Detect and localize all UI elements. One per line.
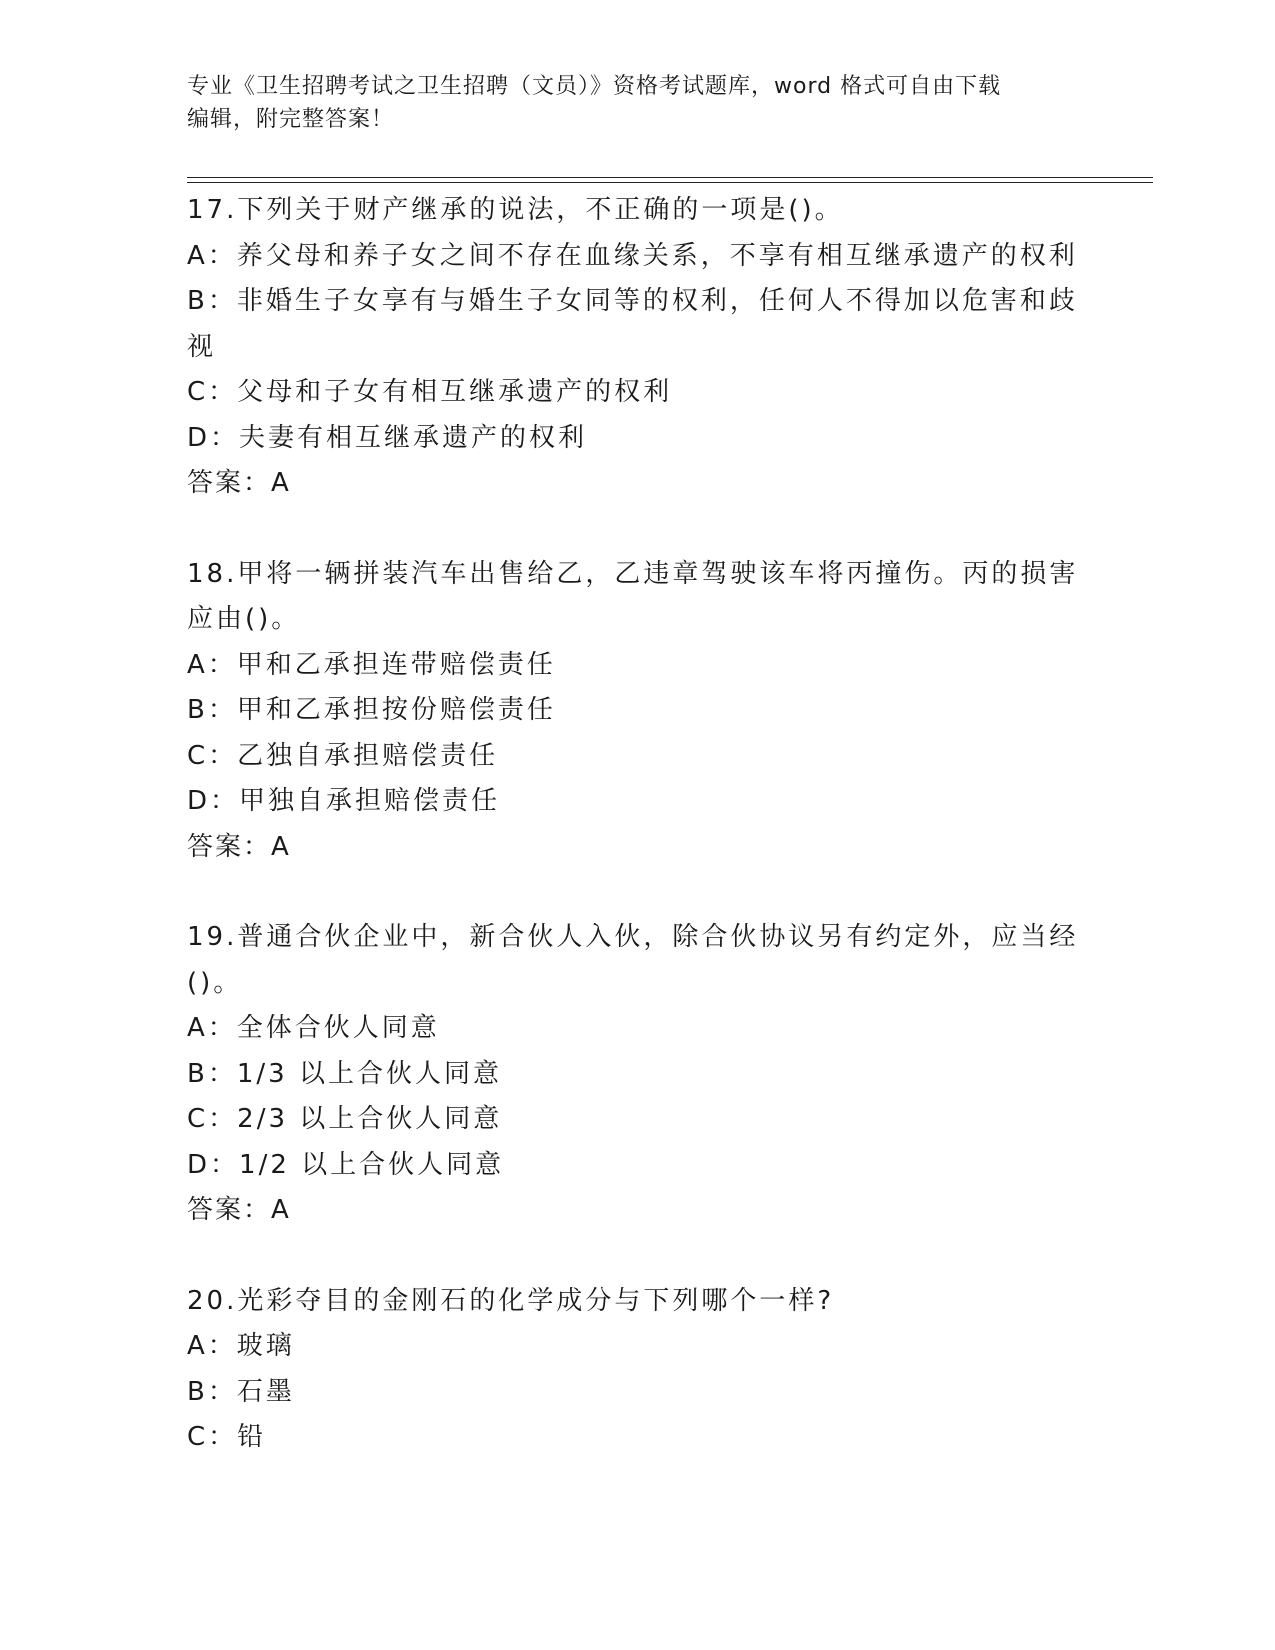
header-line-1: 专业《卫生招聘考试之卫生招聘（文员）》资格考试题库，word 格式可自由下载 <box>187 74 1002 99</box>
option-d: D：夫妻有相互继承遗产的权利 <box>187 422 588 453</box>
question-stem-continued: 应由()。 <box>187 604 301 634</box>
option-b-continued: 视 <box>187 331 217 362</box>
question-stem: 19.普通合伙企业中，新合伙人入伙，除合伙协议另有约定外，应当经 <box>187 922 1079 952</box>
option-b: B：石墨 <box>187 1376 295 1407</box>
header-divider-bottom <box>187 182 1153 183</box>
option-b: B：1/3 以上合伙人同意 <box>187 1058 502 1089</box>
question-stem: 20.光彩夺目的金刚石的化学成分与下列哪个一样? <box>187 1285 835 1316</box>
answer-label: 答案：A <box>187 831 291 862</box>
header-line-2: 编辑，附完整答案！ <box>187 107 395 132</box>
document-header <box>187 70 1067 136</box>
answer-label: 答案：A <box>187 1195 291 1225</box>
option-c: C：2/3 以上合伙人同意 <box>187 1104 503 1134</box>
option-d: D：1/2 以上合伙人同意 <box>187 1149 505 1180</box>
question-list <box>187 188 1087 1461</box>
question-stem-continued: ()。 <box>187 967 243 998</box>
question-17 <box>187 188 1087 507</box>
option-b: B：非婚生子女享有与婚生子女同等的权利，任何人不得加以危害和歧 <box>187 286 1078 316</box>
option-a: A：全体合伙人同意 <box>187 1013 440 1043</box>
option-d: D：甲独自承担赔偿责任 <box>187 786 501 816</box>
answer-label: 答案：A <box>187 468 291 498</box>
option-c: C：铅 <box>187 1422 267 1452</box>
option-c: C：乙独自承担赔偿责任 <box>187 740 499 771</box>
question-stem: 18.甲将一辆拼装汽车出售给乙，乙违章驾驶该车将丙撞伤。丙的损害 <box>187 558 1079 589</box>
option-c: C：父母和子女有相互继承遗产的权利 <box>187 377 673 407</box>
header-divider-top <box>187 177 1153 178</box>
option-a: A：甲和乙承担连带赔偿责任 <box>187 649 556 680</box>
option-a: A：养父母和养子女之间不存在血缘关系，不享有相互继承遗产的权利 <box>187 240 1078 271</box>
question-stem: 17.下列关于财产继承的说法，不正确的一项是()。 <box>187 195 844 225</box>
option-a: A：玻璃 <box>187 1331 295 1361</box>
question-18 <box>187 552 1087 871</box>
question-20 <box>187 1279 1087 1461</box>
option-b: B：甲和乙承担按份赔偿责任 <box>187 695 556 725</box>
question-19 <box>187 915 1087 1234</box>
